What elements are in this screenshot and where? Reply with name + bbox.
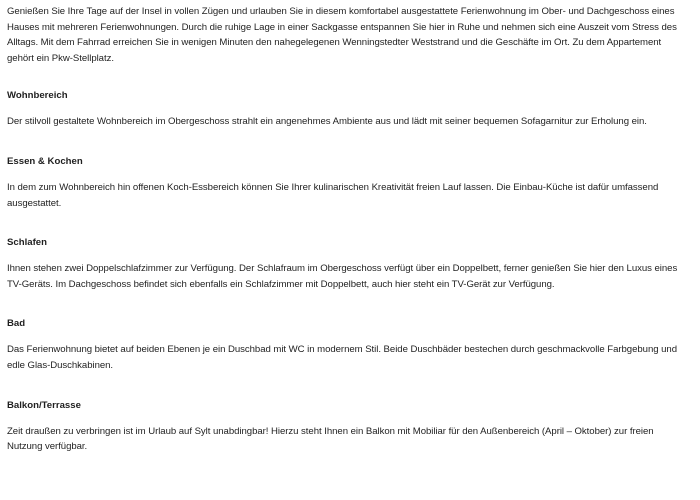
section-text: In dem zum Wohnbereich hin offenen Koch-Essbereich können Sie Ihrer kulinarischen Kreativität freien Lauf lassen. Die Einbau-Küche ist dafür umfassend ausgestattet. xyxy=(7,181,659,209)
section-heading: Balkon/Terrasse xyxy=(7,399,81,411)
section-text: Zeit draußen zu verbringen ist im Urlaub auf Sylt unabdingbar! Hierzu steht Ihnen ein Balkon mit Mobiliar für den Außenbereich (April – Oktober) zur freien Nutzung verfügbar. xyxy=(7,425,654,453)
section-heading: Essen & Kochen xyxy=(7,155,83,167)
section-text: Der stilvoll gestaltete Wohnbereich im Obergeschoss strahlt ein angenehmes Ambiente aus und lädt mit seiner bequemen Sofagarnitur zur Erholung ein. xyxy=(7,116,647,128)
section-bad xyxy=(7,317,686,373)
section-wohnbereich xyxy=(7,89,686,130)
section-heading: Wohnbereich xyxy=(7,90,68,102)
section-text: Ihnen stehen zwei Doppelschlafzimmer zur Verfügung. Der Schlafraum im Obergeschoss verfügt über ein Doppelbett, ferner genießen Sie hier den Luxus eines TV-Geräts. Im Dachgeschoss befindet sich ebenfalls ein Schlafzimmer mit Doppelbett, auch hier steht ein TV-Gerät zur Verfügung. xyxy=(7,263,678,290)
section-balkon-terrasse xyxy=(7,399,686,455)
section-essen-kochen xyxy=(7,155,686,211)
section-heading: Bad xyxy=(7,318,26,330)
section-heading: Schlafen xyxy=(7,237,47,249)
section-text: Das Ferienwohnung bietet auf beiden Ebenen je ein Duschbad mit WC in modernem Stil. Beide Duschbäder bestechen durch geschmackvolle Farbgebung und edle Glas-Duschkabinen. xyxy=(7,344,677,371)
intro-paragraph: Genießen Sie Ihre Tage auf der Insel in vollen Zügen und urlauben Sie in diesem komfortabel ausgestattete Ferienwohnung im Ober- und Dachgeschoss eines Hauses mit mehreren Ferienwohnungen. Durch die ruhige Lage in einer Sackgasse entspannen Sie hier in Ruhe und nehmen sich eine Auszeit vom Stress des Alltags. Mit dem Fahrrad erreichen Sie in wenigen Minuten den nahegelegenen Wenningstedter Weststrand und die Geschäfte im Ort. Zu dem Appartement gehört ein Pkw-Stellplatz. xyxy=(7,6,677,64)
section-schlafen xyxy=(7,236,686,292)
